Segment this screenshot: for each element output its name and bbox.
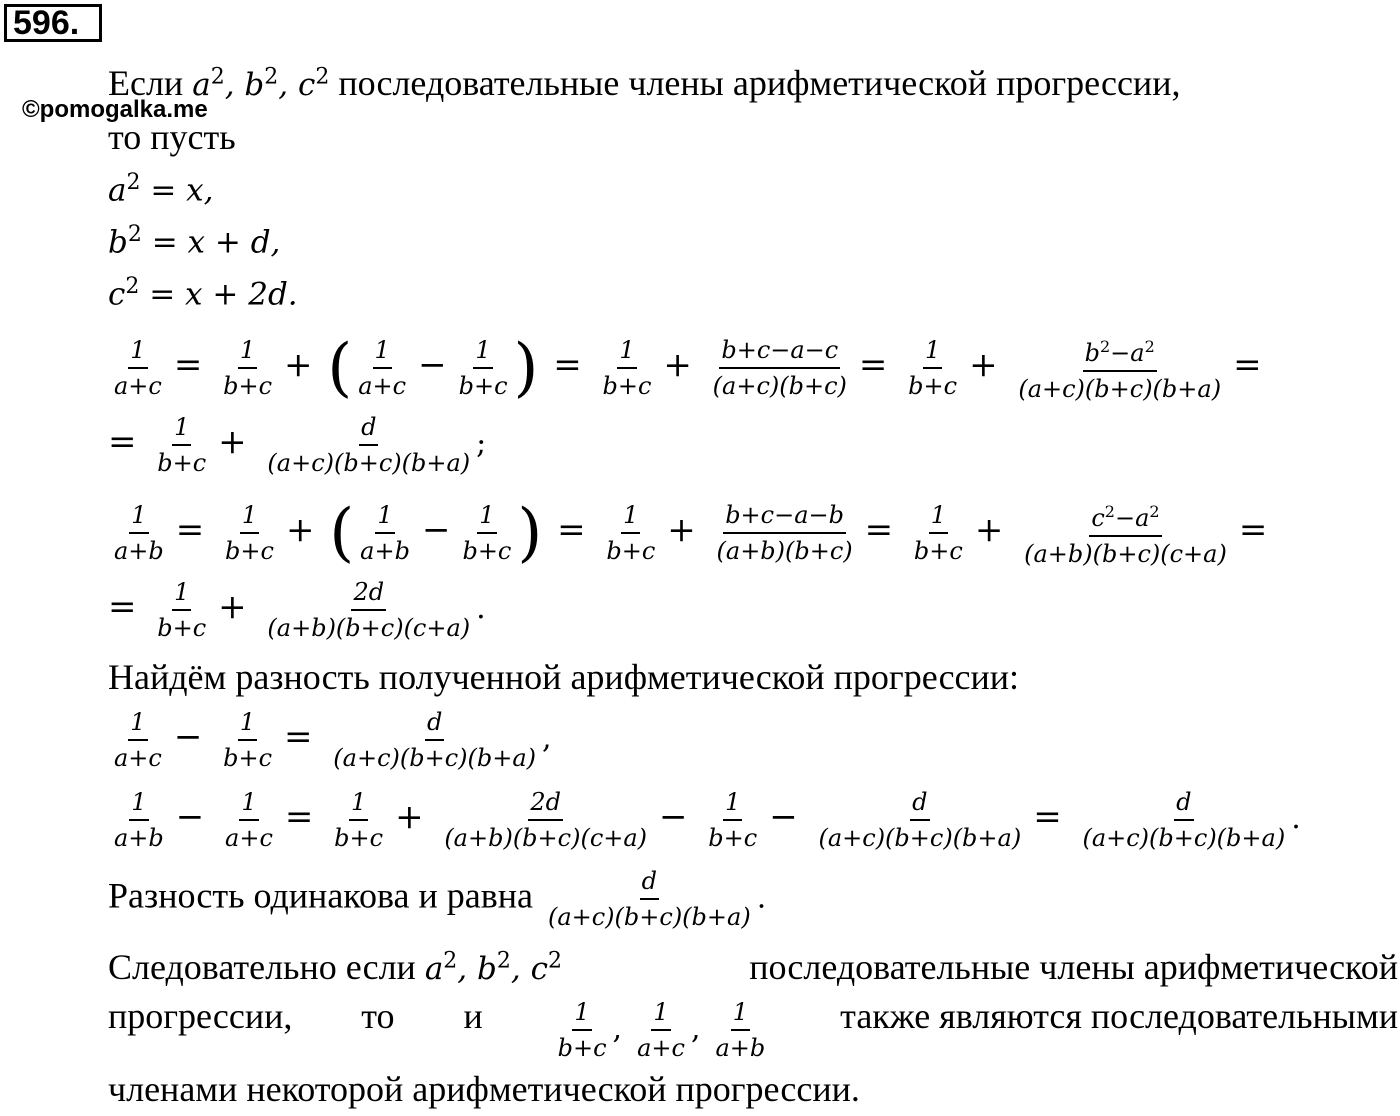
difference-heading: Найдём разность полученной арифметической прогрессии: (108, 657, 1020, 697)
conclusion-p1-tail: последовательные члены арифметической (749, 947, 1398, 987)
then-let-text: то пусть (108, 117, 236, 157)
difference-eq-1: $\frac{1}{a+c}$ − $\frac{1}{b+c}$ = $\frac{d}{(a+c)(b+c)(b+a)}$ , (108, 705, 552, 775)
conclusion-p2a: прогрессии, (108, 996, 293, 1036)
conclusion-p2c: и (463, 996, 483, 1036)
intro-line (108, 62, 1180, 104)
derivation-1-line-2: = $\frac{1}{b+c}$ + $\frac{d}{(a+c)(b+c)(b+a)}$ ; (108, 410, 486, 480)
derivation-2-line-2: = $\frac{1}{b+c}$ + $\frac{2d}{(a+b)(b+c)(c+a)}$ . (108, 575, 486, 645)
conclusion-p2-tail: также являются последовательными (840, 996, 1398, 1036)
difference-equal-text: Разность одинакова и равна (108, 875, 533, 916)
eq-c2: $c^2 = x + 2d$. (108, 274, 298, 313)
derivation-1-line-1: $\frac{1}{a+c}$ = $\frac{1}{b+c}$ + ( $\frac{1}{a+c}$ − $\frac{1}{b+c}$ ) = $\frac{1}{b+c}$ + $\frac{b+c-a-c}{(a+c)(b+c)}$ = $\frac{1}{b+c}$ + $\frac{b^2-a^2}{(a+c)(b+c)(b+a)}$ = (114, 331, 1262, 405)
conclusion-line-2 (108, 995, 1398, 1065)
difference-eq-2: $\frac{1}{a+b}$ − $\frac{1}{a+c}$ = $\frac{1}{b+c}$ + $\frac{2d}{(a+b)(b+c)(c+a)}$ − $\frac{1}{b+c}$ − $\frac{d}{(a+c)(b+c)(b+a)}$ = $\frac{d}{(a+c)(b+c)(b+a)}$ . (108, 785, 1301, 855)
eq-a2: $a^2 = x$, (108, 170, 214, 209)
derivation-2-line-1: $\frac{1}{a+b}$ = $\frac{1}{b+c}$ + ( $\frac{1}{a+b}$ − $\frac{1}{b+c}$ ) = $\frac{1}{b+c}$ + $\frac{b+c-a-b}{(a+b)(b+c)}$ = $\frac{1}{b+c}$ + $\frac{c^2-a^2}{(a+b)(b+c)(c+a)}$ = (114, 496, 1268, 570)
intro-tail-text: последовательные члены арифметической прогрессии, (338, 63, 1181, 103)
math-a2-b2-c2: $a^2$, $b^2$, $c^2$ (192, 64, 330, 103)
conclusion-line-1 (108, 946, 1398, 988)
conclusion-fractions: $\frac{1}{b+c}$ , $\frac{1}{a+c}$ , $\frac{1}{a+b}$ (552, 995, 772, 1065)
watermark: ©pomogalka.me (22, 96, 208, 123)
conclusion-p1: Следовательно если $a^2$, $b^2$, $c^2$ (108, 947, 562, 987)
problem-number: 596. (4, 4, 102, 42)
conclusion-line-3: членами некоторой арифметической прогрессии. (108, 1069, 860, 1109)
eq-b2: $b^2 = x + d$, (108, 222, 281, 261)
difference-result-line: Разность одинакова и равна $\frac{d}{(a+c)(b+c)(b+a)}$ . (108, 864, 766, 934)
conclusion-p2b: то (361, 996, 395, 1036)
intro-text: Если (108, 63, 184, 103)
